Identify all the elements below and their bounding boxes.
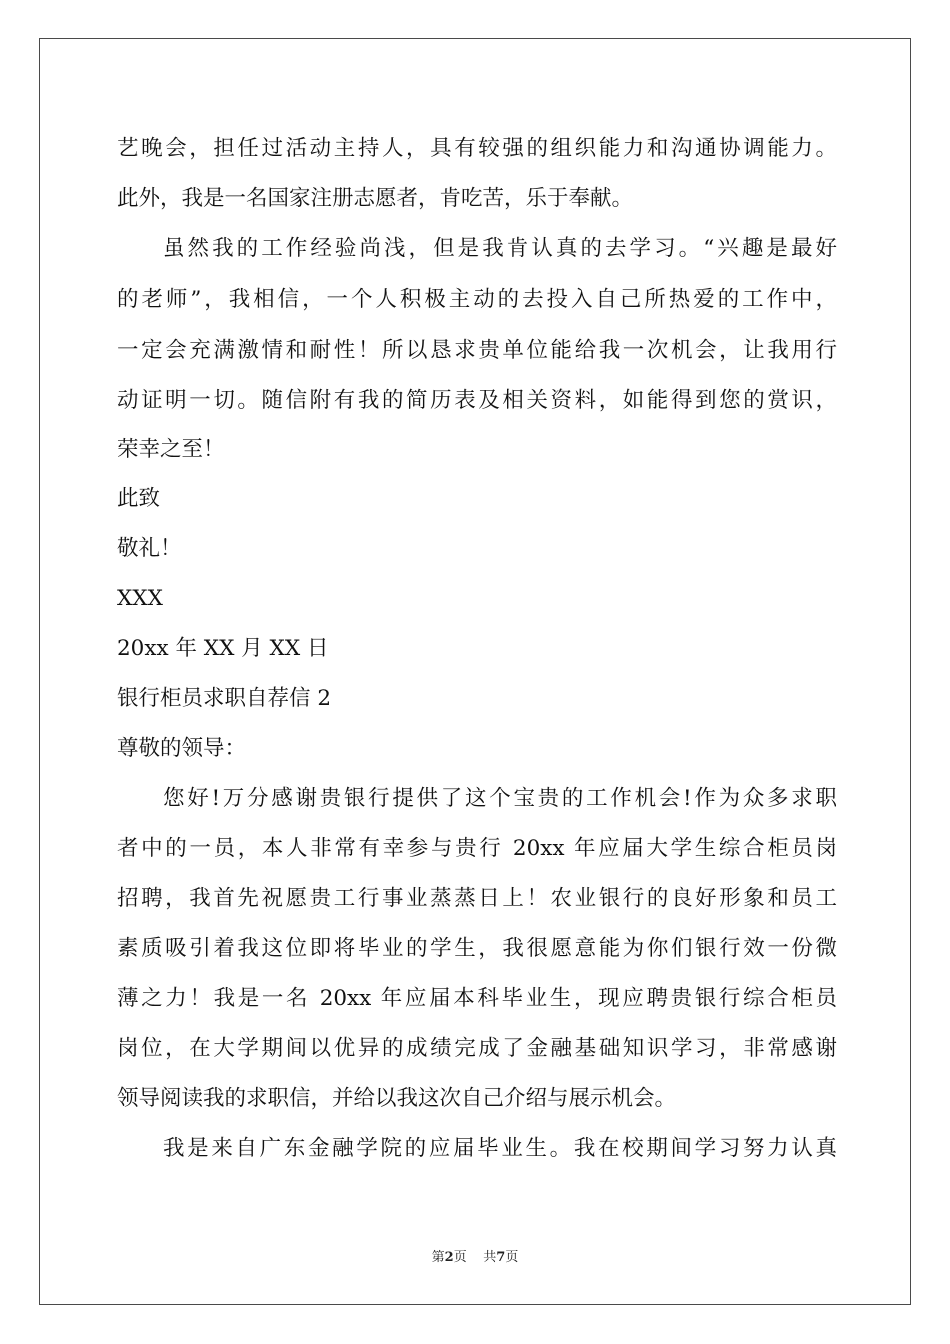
page-border	[39, 38, 911, 1305]
closing-regards: 敬礼！	[117, 536, 182, 561]
text-line: 者中的一员，本人非常有幸参与贵行 20xx 年应届大学生综合柜员岗	[117, 836, 837, 861]
signature-name: XXX	[117, 586, 163, 611]
signature-date: 20xx 年 XX 月 XX 日	[117, 636, 329, 661]
page-number: 2	[444, 1250, 454, 1265]
text-line: 虽然我的工作经验尚浅，但是我肯认真的去学习。“兴趣是最好	[163, 236, 837, 261]
total-pages: 7	[496, 1250, 506, 1265]
section-title: 银行柜员求职自荐信 2	[117, 686, 332, 711]
total-suffix: 页	[505, 1250, 519, 1265]
text-line: 岗位，在大学期间以优异的成绩完成了金融基础知识学习，非常感谢	[117, 1036, 837, 1061]
page-suffix: 页	[453, 1250, 467, 1265]
text-line: 艺晚会，担任过活动主持人，具有较强的组织能力和沟通协调能力。	[117, 136, 837, 161]
page-footer	[0, 1246, 950, 1265]
text-line: 招聘，我首先祝愿贵工行事业蒸蒸日上！农业银行的良好形象和员工	[117, 886, 837, 911]
text-line: 素质吸引着我这位即将毕业的学生，我很愿意能为你们银行效一份微	[117, 936, 837, 961]
closing-salutation: 此致	[117, 486, 161, 511]
text-line: 动证明一切。随信附有我的简历表及相关资料，如能得到您的赏识，	[117, 388, 837, 413]
text-line: 您好!万分感谢贵银行提供了这个宝贵的工作机会!作为众多求职	[163, 786, 837, 811]
total-prefix: 共	[483, 1250, 497, 1265]
text-line: 此外，我是一名国家注册志愿者，肯吃苦，乐于奉献。	[117, 186, 634, 211]
greeting: 尊敬的领导：	[117, 736, 247, 761]
text-line: 薄之力！我是一名 20xx 年应届本科毕业生，现应聘贵银行综合柜员	[117, 986, 837, 1011]
text-line: 荣幸之至！	[117, 437, 225, 462]
text-line: 我是来自广东金融学院的应届毕业生。我在校期间学习努力认真	[163, 1136, 837, 1161]
text-line: 领导阅读我的求职信，并给以我这次自己介绍与展示机会。	[117, 1086, 677, 1111]
text-line: 一定会充满激情和耐性！所以恳求贵单位能给我一次机会，让我用行	[117, 338, 837, 363]
page-prefix: 第	[431, 1250, 445, 1265]
text-line: 的老师”，我相信，一个人积极主动的去投入自己所热爱的工作中，	[117, 287, 837, 312]
